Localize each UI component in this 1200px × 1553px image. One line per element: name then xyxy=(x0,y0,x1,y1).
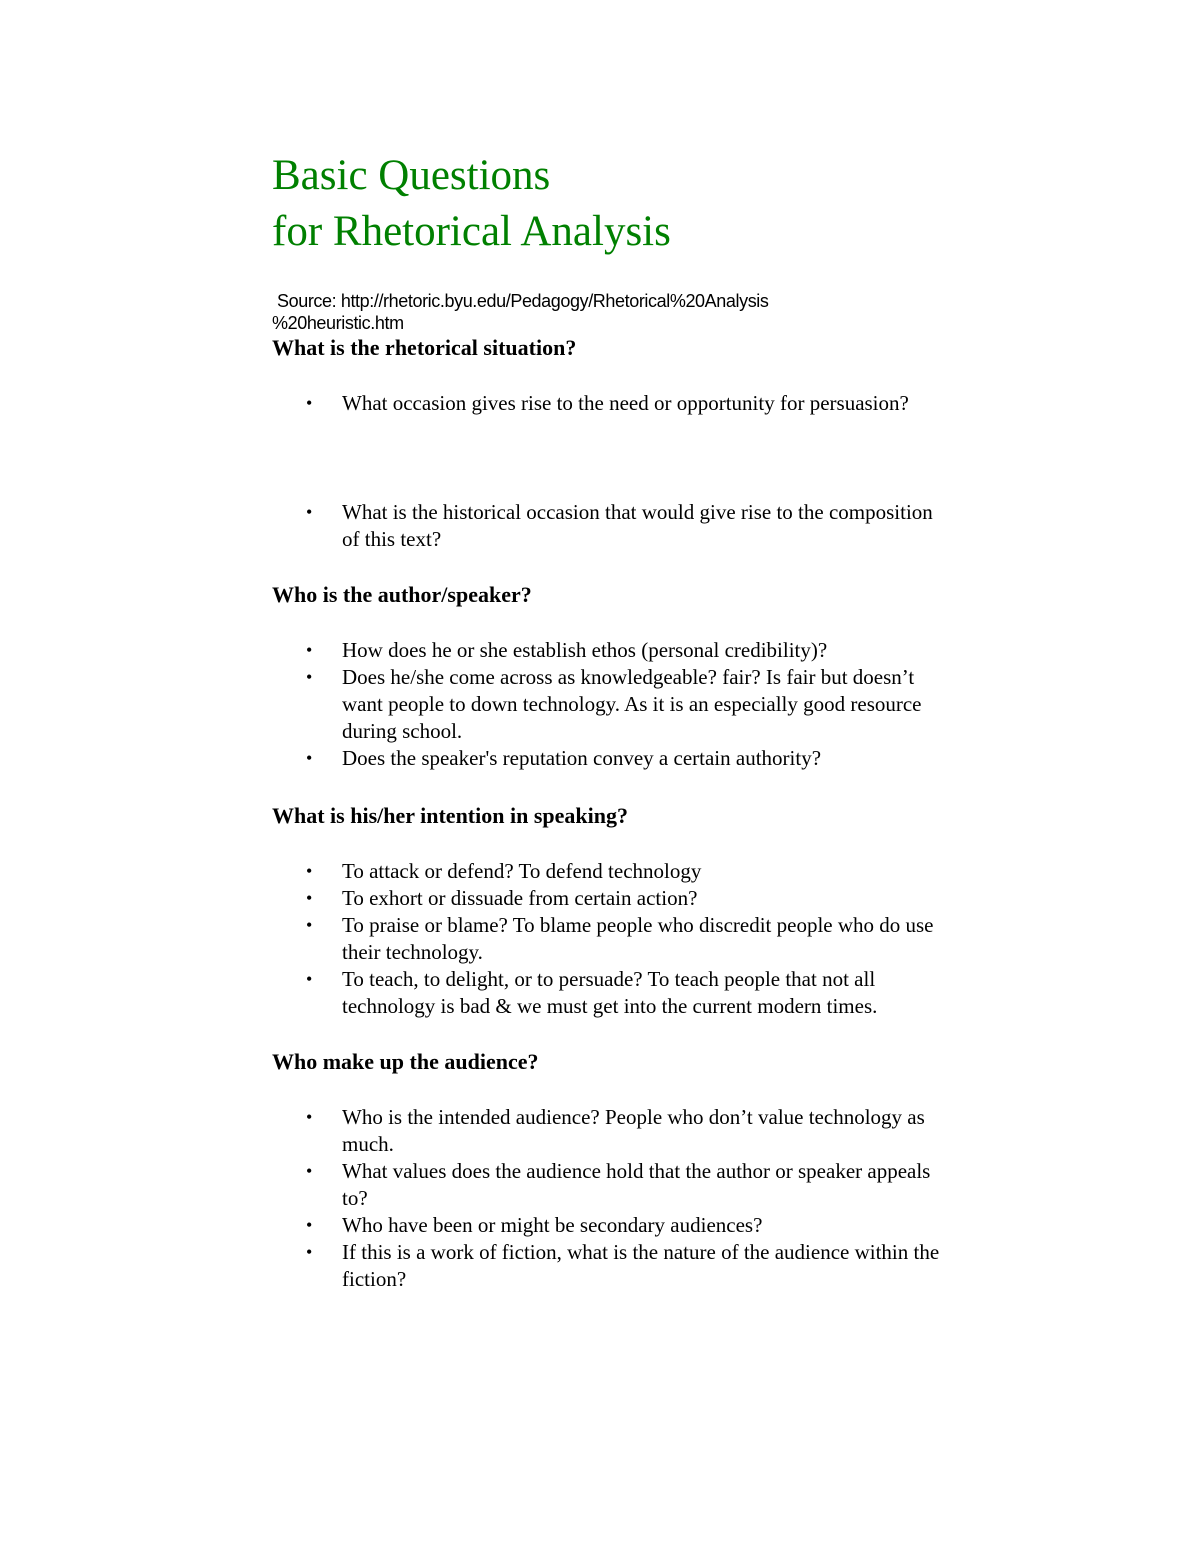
section-intention xyxy=(272,802,972,1020)
list-item xyxy=(272,1239,942,1293)
bullet-icon: • xyxy=(306,748,313,768)
list-item-text: To teach, to delight, or to persuade? To teach people that not all technology is bad & we must get into the current modern times. xyxy=(342,967,878,1018)
source-line-2: %20heuristic.htm xyxy=(272,313,404,333)
list-item-text: How does he or she establish ethos (personal credibility)? xyxy=(342,638,828,662)
question-list xyxy=(272,637,972,772)
bullet-icon: • xyxy=(306,1242,313,1262)
list-item-text: What is the historical occasion that would give rise to the composition of this text? xyxy=(342,500,933,551)
section-author-speaker xyxy=(272,581,972,772)
list-item xyxy=(272,745,942,772)
bullet-icon: • xyxy=(306,667,313,687)
bullet-icon: • xyxy=(306,888,313,908)
question-list xyxy=(272,390,972,553)
bullet-icon: • xyxy=(306,1161,313,1181)
source-citation xyxy=(272,290,972,334)
list-item-text: To praise or blame? To blame people who discredit people who do use their technology. xyxy=(342,913,934,964)
list-item xyxy=(272,637,942,664)
list-item xyxy=(272,885,942,912)
bullet-icon: • xyxy=(306,640,313,660)
section-heading: Who is the author/speaker? xyxy=(272,582,532,607)
bullet-icon: • xyxy=(306,393,313,413)
section-heading: What is his/her intention in speaking? xyxy=(272,803,628,828)
document-page xyxy=(272,148,972,1293)
list-item xyxy=(272,1104,942,1158)
bullet-icon: • xyxy=(306,502,313,522)
section-heading: What is the rhetorical situation? xyxy=(272,335,577,360)
list-item-text: To exhort or dissuade from certain action? xyxy=(342,886,698,910)
list-item-text: To attack or defend? To defend technology xyxy=(342,859,702,883)
list-item xyxy=(272,499,942,553)
bullet-icon: • xyxy=(306,1215,313,1235)
bullet-icon: • xyxy=(306,1107,313,1127)
question-list xyxy=(272,858,972,1020)
list-item xyxy=(272,1158,942,1212)
title-line-2: for Rhetorical Analysis xyxy=(272,208,671,255)
section-heading: Who make up the audience? xyxy=(272,1049,539,1074)
document-title xyxy=(272,148,972,260)
list-item-text: What occasion gives rise to the need or opportunity for persuasion? xyxy=(342,391,909,415)
list-item xyxy=(272,966,942,1020)
list-item-text: Who is the intended audience? People who don’t value technology as much. xyxy=(342,1105,925,1156)
list-item-text: Does the speaker's reputation convey a certain authority? xyxy=(342,746,822,770)
list-item-text: If this is a work of fiction, what is the nature of the audience within the fiction? xyxy=(342,1240,940,1291)
list-item xyxy=(272,664,942,745)
source-line-1: Source: http://rhetoric.byu.edu/Pedagogy/Rhetorical%20Analysis xyxy=(277,291,769,311)
list-item xyxy=(272,912,942,966)
bullet-icon: • xyxy=(306,969,313,989)
section-audience xyxy=(272,1048,972,1293)
list-item xyxy=(272,1212,942,1239)
list-item xyxy=(272,390,942,417)
bullet-icon: • xyxy=(306,861,313,881)
bullet-icon: • xyxy=(306,915,313,935)
title-line-1: Basic Questions xyxy=(272,152,551,199)
list-item-text: Does he/she come across as knowledgeable? fair? Is fair but doesn’t want people to down technology. As it is an especially good resource during school. xyxy=(342,665,922,743)
list-item xyxy=(272,858,942,885)
section-rhetorical-situation xyxy=(272,334,972,553)
list-item-text: What values does the audience hold that the author or speaker appeals to? xyxy=(342,1159,931,1210)
question-list xyxy=(272,1104,972,1293)
list-item-text: Who have been or might be secondary audiences? xyxy=(342,1213,763,1237)
